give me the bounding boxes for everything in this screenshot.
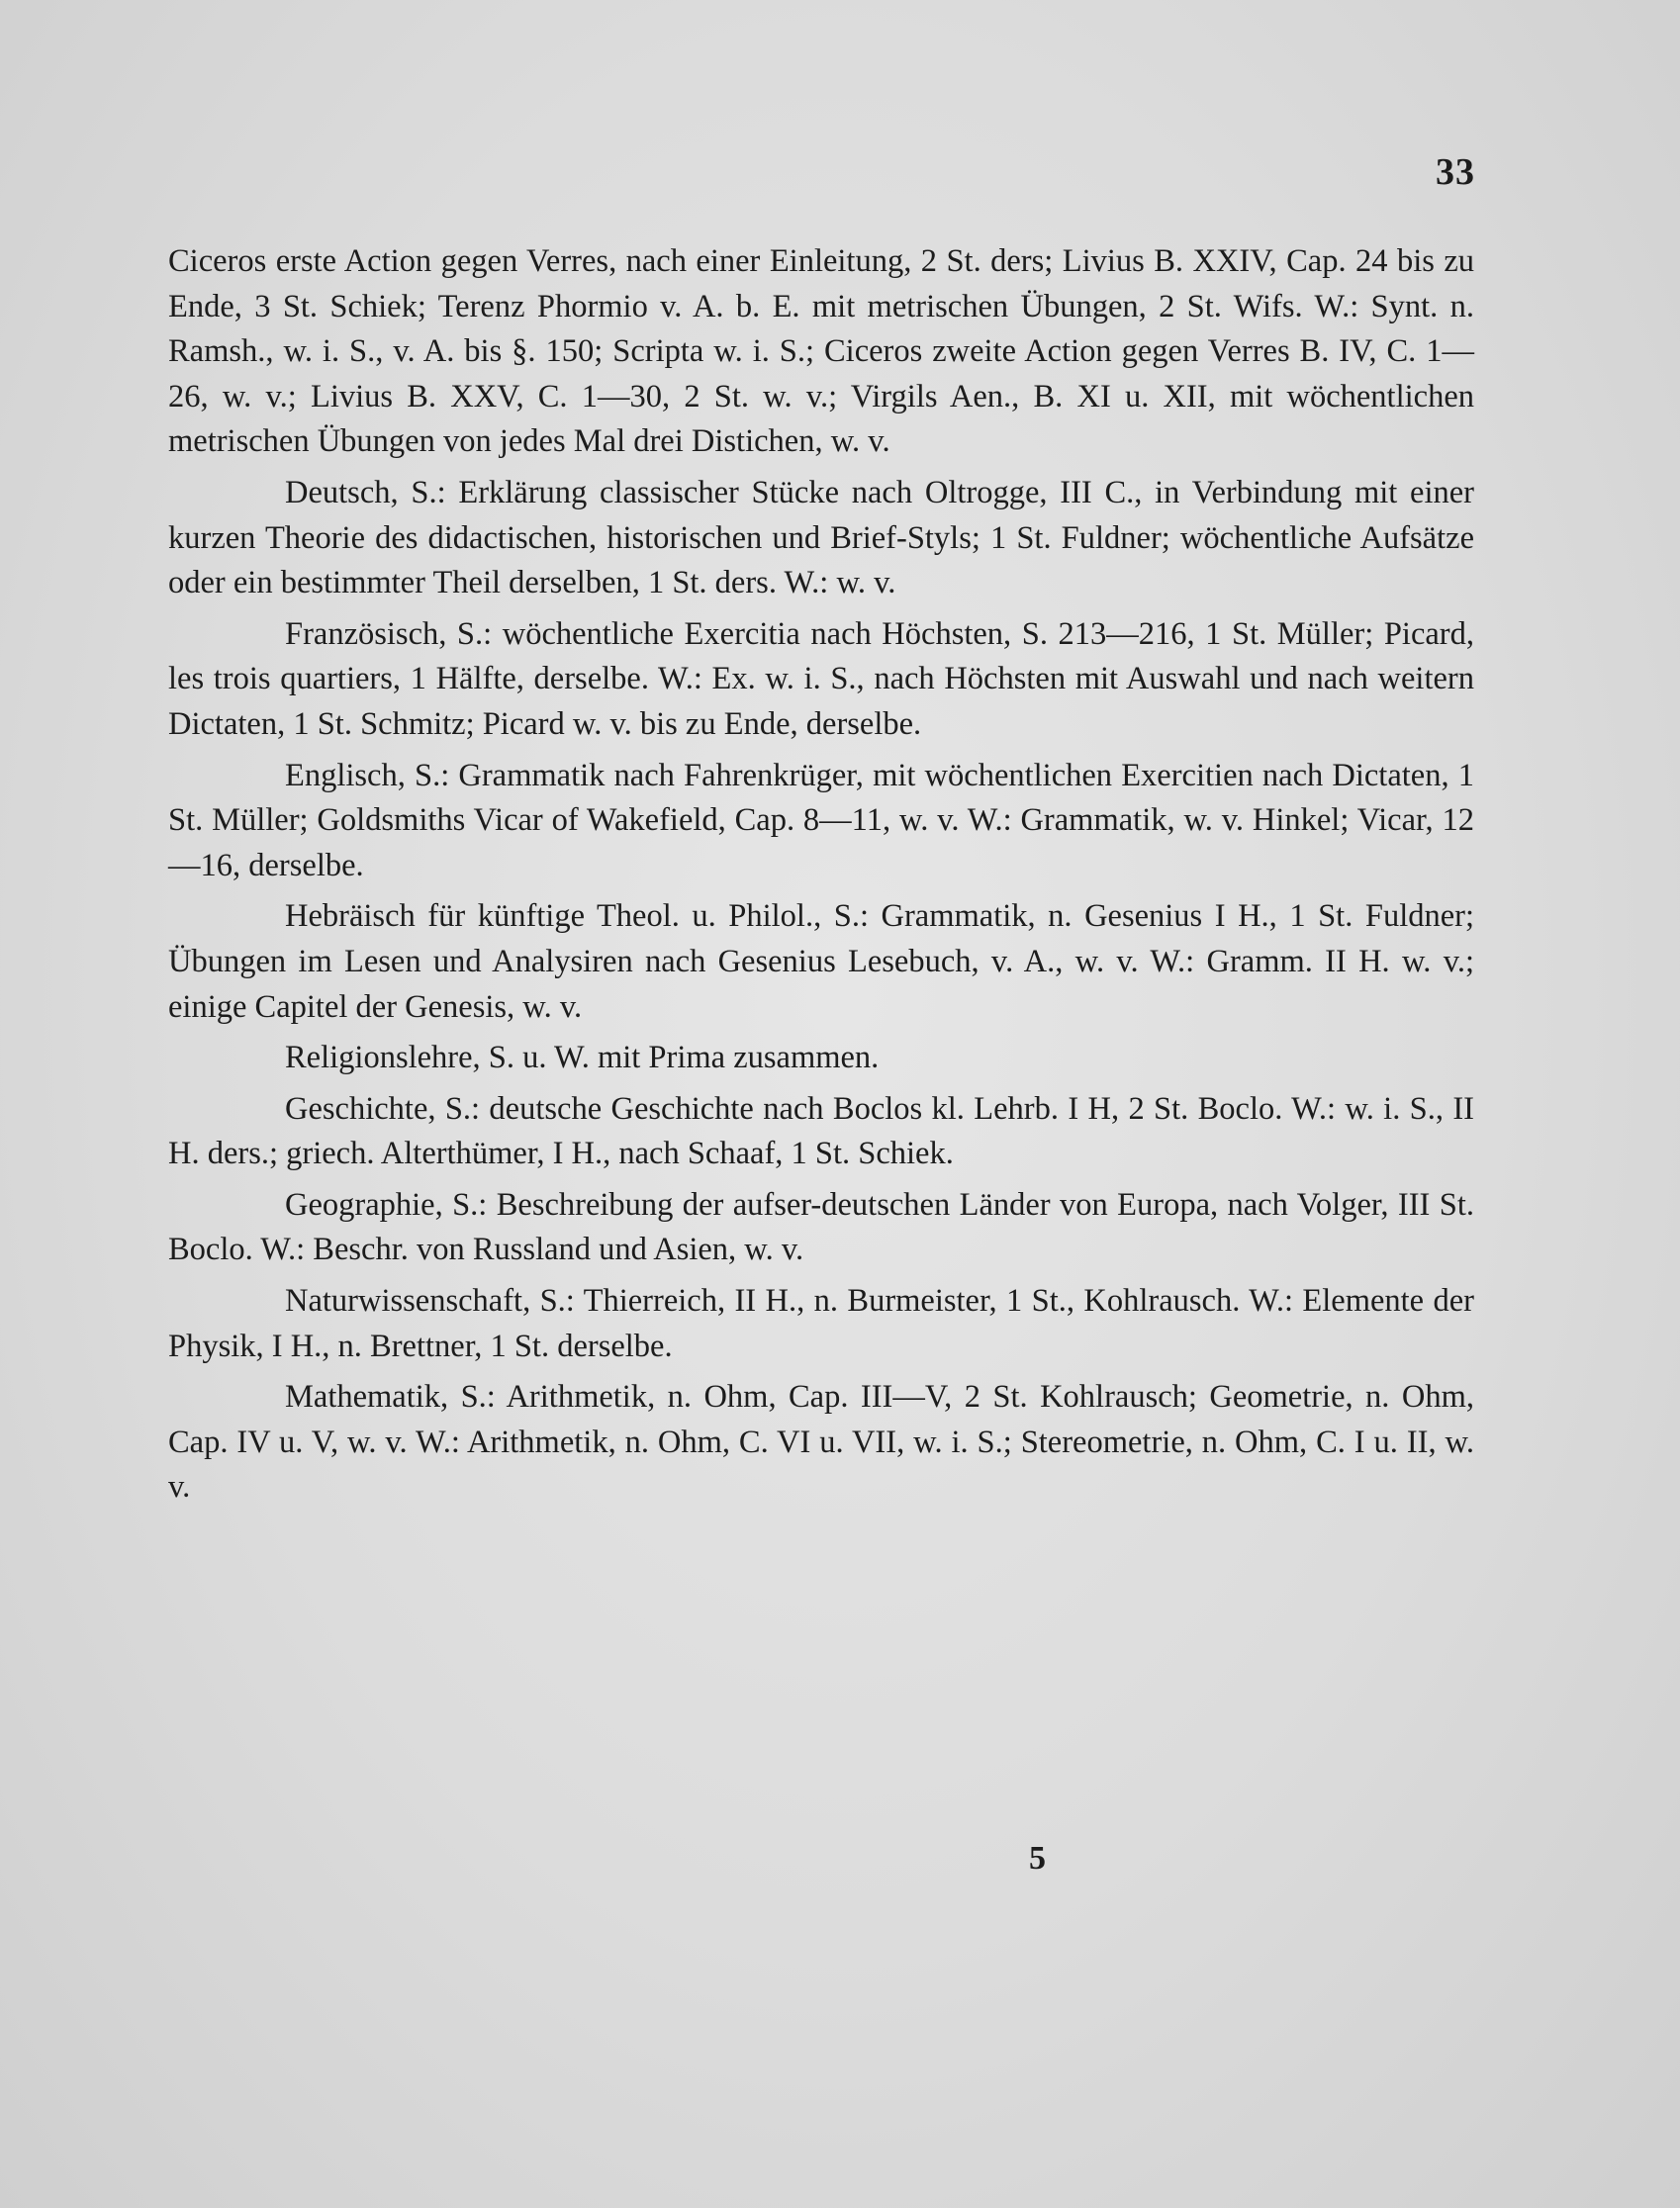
paragraph-religionslehre: Religionslehre, S. u. W. mit Prima zusammen. (285, 1040, 880, 1076)
paragraph-franzoesisch: Französisch, S.: wöchentliche Exercitia nach Höchsten, S. 213—216, 1 St. Müller; Picard, les trois quartiers, 1 Hälfte, derselbe. W.: Ex. w. i. S., nach Höchsten mit Auswahl und nach weitern Dictaten, 1 St. Schmitz; Picard w. v. bis zu Ende, derselbe. (168, 615, 1474, 742)
paragraph-geschichte: Geschichte, S.: deutsche Geschichte nach Boclos kl. Lehrb. I H, 2 St. Boclo. W.: w. i. S., II H. ders.; griech. Alterthümer, I H., nach Schaaf, 1 St. Schiek. (168, 1090, 1474, 1172)
paragraph-hebraeisch: Hebräisch für künftige Theol. u. Philol., S.: Grammatik, n. Gesenius I H., 1 St. Fuldner; Übungen im Lesen und Analysiren nach Gesenius Lesebuch, v. A., w. v. W.: Gramm. II H. w. v.; einige Capitel der Genesis, w. v. (168, 898, 1474, 1025)
body-text (168, 239, 1474, 1517)
paragraph-naturwissenschaft: Naturwissenschaft, S.: Thierreich, II H., n. Burmeister, 1 St., Kohlrausch. W.: Elemente der Physik, I H., n. Brettner, 1 St. derselbe. (168, 1283, 1474, 1364)
signature-mark: 5 (1029, 1840, 1046, 1877)
paragraph-deutsch: Deutsch, S.: Erklärung classischer Stücke nach Oltrogge, III C., in Verbindung mit einer kurzen Theorie des didactischen, historischen und Brief-Styls; 1 St. Fuldner; wöchentliche Aufsätze oder ein bestimmter Theil derselben, 1 St. ders. W.: w. v. (168, 474, 1474, 601)
paragraph-englisch: Englisch, S.: Grammatik nach Fahrenkrüger, mit wöchentlichen Exercitien nach Dictaten, 1 St. Müller; Goldsmiths Vicar of Wakefield, Cap. 8—11, w. v. W.: Grammatik, w. v. Hinkel; Vicar, 12—16, derselbe. (168, 757, 1474, 883)
paragraph-mathematik: Mathematik, S.: Arithmetik, n. Ohm, Cap. III—V, 2 St. Kohlrausch; Geometrie, n. Ohm, Cap. IV u. V, w. v. W.: Arithmetik, n. Ohm, C. VI u. VII, w. i. S.; Stereometrie, n. Ohm, C. I u. II, w. v. (168, 1379, 1474, 1506)
page-number: 33 (1436, 151, 1475, 193)
paragraph-latin: Ciceros erste Action gegen Verres, nach einer Einleitung, 2 St. ders; Livius B. XXIV, Cap. 24 bis zu Ende, 3 St. Schiek; Terenz Phormio v. A. b. E. mit metrischen Übungen, 2 St. Wifs. W.: Synt. n. Ramsh., w. i. S., v. A. bis §. 150; Scripta w. i. S.; Ciceros zweite Action gegen Verres B. IV, C. 1—26, w. v.; Livius B. XXV, C. 1—30, 2 St. w. v.; Virgils Aen., B. XI u. XII, mit wöchentlichen metrischen Übungen von jedes Mal drei Distichen, w. v. (168, 243, 1474, 460)
paragraph-geographie: Geographie, S.: Beschreibung der aufser-deutschen Länder von Europa, nach Volger, III St. Boclo. W.: Beschr. von Russland und Asien, w. v. (168, 1186, 1474, 1268)
